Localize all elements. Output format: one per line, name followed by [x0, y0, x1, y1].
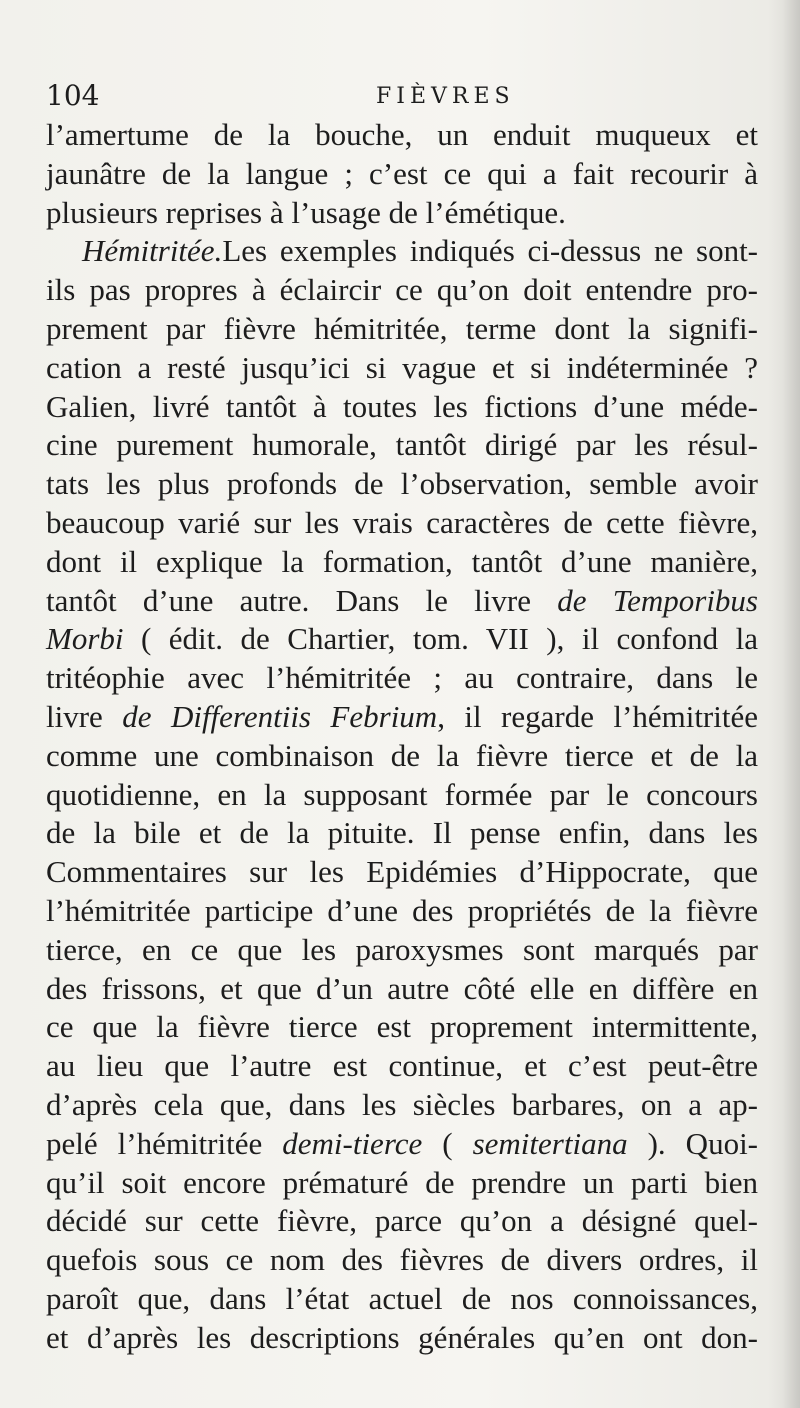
text-segment: l’hémitritée participe d’une des propriétés de la fièvre	[46, 892, 758, 928]
italic-text: de Differentiis Febrium	[122, 698, 438, 734]
text-segment: Les exemples indiqués ci-dessus ne sont-	[222, 233, 758, 269]
text-segment: d’après cela que, dans les siècles barbares, on a ap-	[46, 1086, 758, 1122]
text-line	[46, 504, 758, 543]
text-segment: cine purement humorale, tantôt dirigé par les résul-	[46, 427, 758, 463]
text-line	[46, 970, 758, 1009]
text-segment: quefois sous ce nom des fièvres de divers ordres, il	[46, 1242, 758, 1278]
text-line	[46, 310, 758, 349]
text-line	[46, 1319, 758, 1358]
text-line	[46, 232, 758, 271]
text-segment: dont il explique la formation, tantôt d’une manière,	[46, 543, 758, 579]
text-line	[46, 776, 758, 815]
text-segment: , il regarde l’hémitritée	[437, 698, 758, 734]
text-line	[46, 1164, 758, 1203]
text-line	[46, 1086, 758, 1125]
text-segment: paroît que, dans l’état actuel de nos connoissances,	[46, 1280, 758, 1316]
text-segment: cation a resté jusqu’ici si vague et si indéterminée ?	[46, 349, 758, 385]
text-line	[46, 582, 758, 621]
text-line	[46, 388, 758, 427]
text-segment: quotidienne, en la supposant formée par le concours	[46, 776, 758, 812]
text-line	[46, 271, 758, 310]
text-line	[46, 853, 758, 892]
text-line	[46, 155, 758, 194]
running-title: FIÈVRES	[376, 84, 515, 109]
text-segment: pelé l’hémitritée	[46, 1125, 283, 1161]
text-segment: livre	[46, 698, 123, 734]
text-segment: tritéophie avec l’hémitritée ; au contraire, dans le	[46, 660, 758, 696]
text-line	[46, 1202, 758, 1241]
text-line	[46, 892, 758, 931]
text-line	[46, 931, 758, 970]
text-line	[46, 465, 758, 504]
page-edge-shadow	[782, 0, 800, 1408]
text-segment: qu’il soit encore prématuré de prendre un parti bien	[46, 1164, 758, 1200]
text-segment: ce que la fièvre tierce est proprement intermittente,	[46, 1009, 758, 1045]
page-number: 104	[46, 79, 100, 112]
text-segment: prement par fièvre hémitritée, terme dont la signifi-	[46, 310, 758, 346]
text-segment: ). Quoi-	[627, 1125, 759, 1161]
text-line	[46, 1241, 758, 1280]
text-line	[46, 543, 758, 582]
text-line	[46, 1008, 758, 1047]
text-line	[46, 737, 758, 776]
italic-text: semitertiana	[472, 1125, 628, 1161]
text-line	[46, 1280, 758, 1319]
text-line	[46, 698, 758, 737]
body-text	[46, 116, 758, 1358]
text-segment: Commentaires sur les Epidémies d’Hippocrate, que	[46, 854, 758, 890]
running-head	[46, 78, 756, 118]
text-segment: au lieu que l’autre est continue, et c’est peut-être	[46, 1048, 758, 1084]
text-segment: des frissons, et que d’un autre côté elle en diffère en	[46, 970, 758, 1006]
text-segment: tierce, en ce que les paroxysmes sont marqués par	[46, 931, 758, 967]
italic-text: de Temporibus	[557, 582, 758, 618]
text-segment: plusieurs reprises à l’usage de l’émétique.	[46, 194, 566, 230]
italic-text: Morbi	[46, 621, 124, 657]
text-segment: l’amertume de la bouche, un enduit muqueux et	[46, 117, 758, 152]
text-segment: (	[422, 1125, 473, 1161]
text-segment: décidé sur cette fièvre, parce qu’on a désigné quel-	[46, 1203, 758, 1239]
text-line	[46, 349, 758, 388]
text-line	[46, 194, 758, 233]
text-segment: ils pas propres à éclaircir ce qu’on doit entendre pro-	[46, 272, 758, 308]
text-segment: Galien, livré tantôt à toutes les fictions d’une méde-	[46, 388, 758, 424]
text-segment: ( édit. de Chartier, tom. VII ), il confond la	[123, 621, 758, 657]
italic-text: demi-tierce	[282, 1125, 423, 1161]
text-segment: de la bile et de la pituite. Il pense enfin, dans les	[46, 815, 758, 851]
text-line	[46, 116, 758, 155]
text-line	[46, 1047, 758, 1086]
text-segment: et d’après les descriptions générales qu’en ont don-	[46, 1319, 758, 1355]
text-segment: jaunâtre de la langue ; c’est ce qui a fait recourir à	[46, 155, 758, 191]
text-line	[46, 620, 758, 659]
text-segment: comme une combinaison de la fièvre tierce et de la	[46, 737, 758, 773]
text-line	[46, 1125, 758, 1164]
text-line	[46, 659, 758, 698]
text-segment: tantôt d’une autre. Dans le livre	[46, 582, 558, 618]
text-segment: tats les plus profonds de l’observation, semble avoir	[46, 466, 758, 502]
text-segment: beaucoup varié sur les vrais caractères de cette fièvre,	[46, 504, 758, 540]
text-line	[46, 814, 758, 853]
text-line	[46, 426, 758, 465]
italic-text: Hémitritée.	[82, 233, 223, 269]
